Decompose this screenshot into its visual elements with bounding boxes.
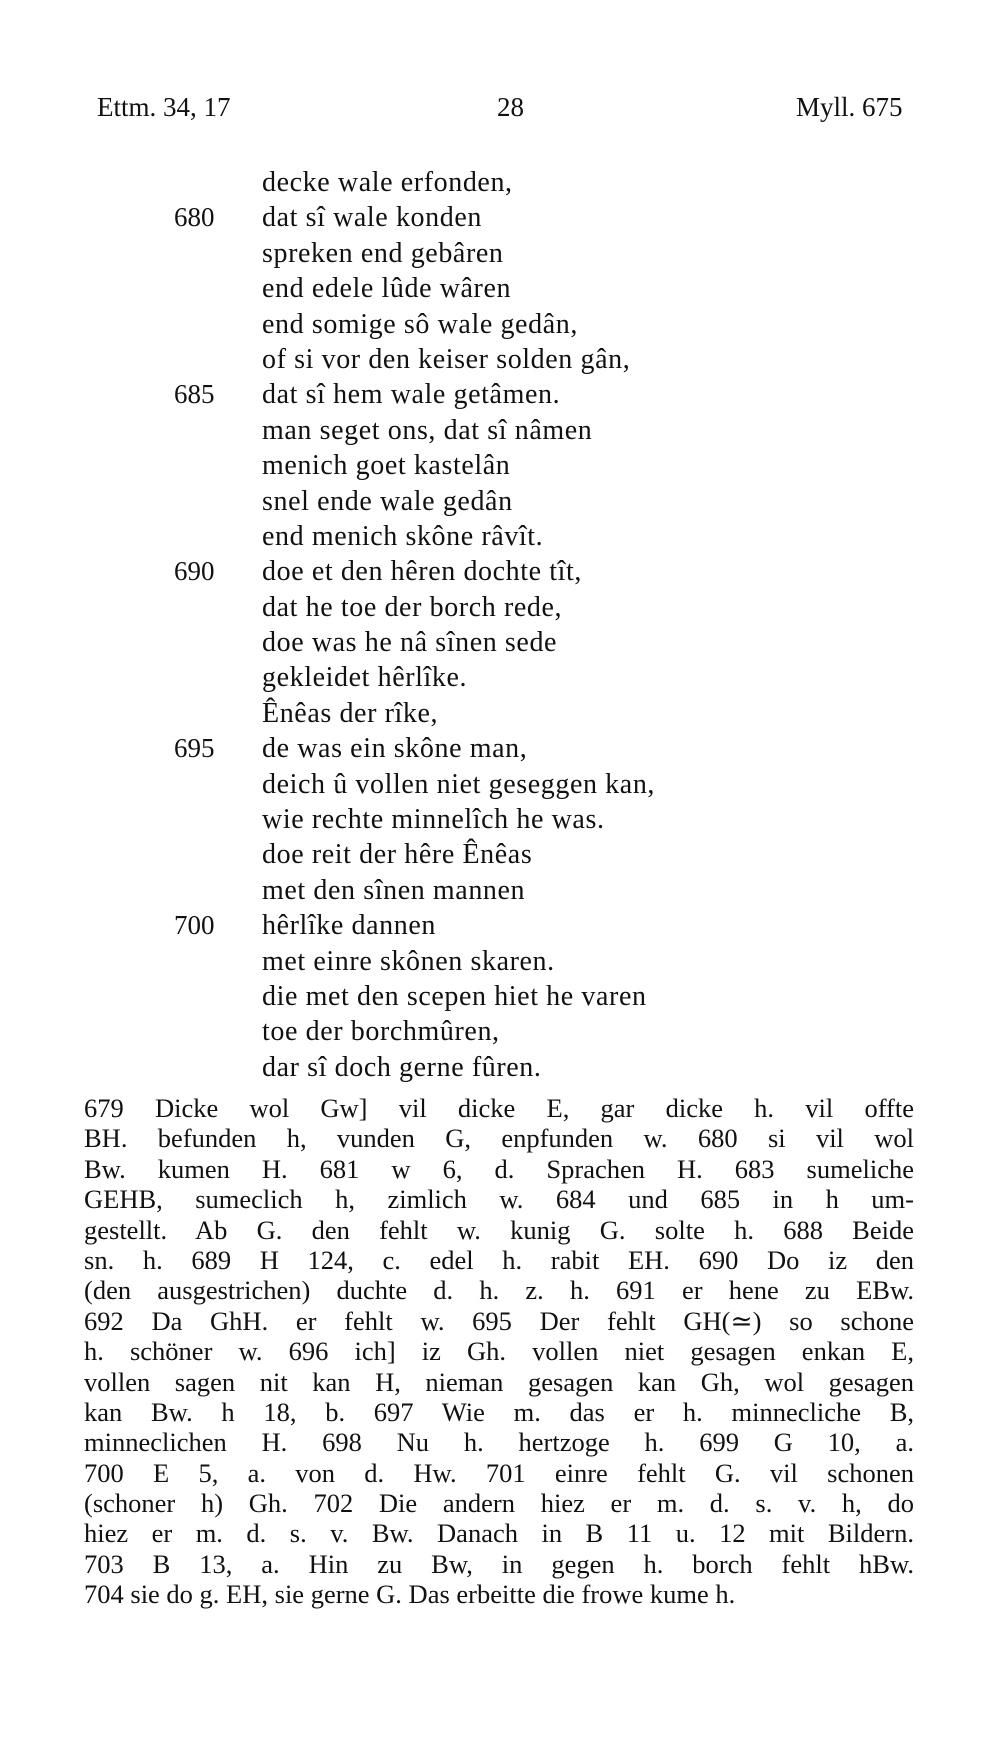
apparatus-line: (den ausgestrichen) duchte d. h. z. h. 691 er hene zu EBw.	[84, 1275, 914, 1306]
running-header	[0, 92, 1000, 132]
apparatus-line: 704 sie do g. EH, sie gerne G. Das erbeitte die frowe kume h.	[84, 1579, 736, 1610]
verse-line	[0, 731, 1000, 766]
verse-line	[0, 484, 1000, 519]
apparatus-line: 703 B 13, a. Hin zu Bw, in gegen h. borch fehlt hBw.	[84, 1548, 914, 1579]
verse-line-text: doe et den hêren dochte tît,	[262, 556, 583, 588]
verse-line	[0, 944, 1000, 979]
apparatus-line: 692 Da GhH. er fehlt w. 695 Der fehlt GH(≃) so schone	[84, 1305, 914, 1336]
verse-line	[0, 908, 1000, 943]
verse-number: 685	[174, 379, 215, 410]
verse-line	[0, 554, 1000, 589]
verse-line	[0, 519, 1000, 554]
apparatus-line: h. schöner w. 696 ich] iz Gh. vollen niet gesagen enkan E,	[84, 1336, 914, 1367]
verse-line-text: end edele lûde wâren	[262, 273, 512, 305]
verse-line	[0, 200, 1000, 235]
verse-line-text: Ênêas der rîke,	[262, 697, 439, 729]
apparatus-line: 700 E 5, a. von d. Hw. 701 einre fehlt G. vil schonen	[84, 1457, 914, 1488]
verse-line-text: dar sî doch gerne fûren.	[262, 1051, 542, 1083]
verse-line-text: end somige sô wale gedân,	[262, 308, 578, 340]
verse-text	[0, 165, 1000, 1085]
verse-line-text: hêrlîke dannen	[262, 910, 436, 942]
critical-apparatus	[84, 1093, 914, 1610]
verse-number: 695	[174, 733, 215, 764]
apparatus-line: (schoner h) Gh. 702 Die andern hiez er m. d. s. v. h, do	[84, 1488, 914, 1519]
verse-line-text: die met den scepen hiet he varen	[262, 980, 647, 1012]
verse-line	[0, 802, 1000, 837]
verse-line-text: gekleidet hêrlîke.	[262, 662, 468, 694]
verse-line	[0, 660, 1000, 695]
verse-line-text: doe was he nâ sînen sede	[262, 627, 558, 659]
apparatus-line: kan Bw. h 18, b. 697 Wie m. das er h. minnecliche B,	[84, 1396, 914, 1427]
verse-line-text: man seget ons, dat sî nâmen	[262, 414, 593, 446]
apparatus-line: minneclichen H. 698 Nu h. hertzoge h. 699 G 10, a.	[84, 1427, 914, 1458]
apparatus-line: BH. befunden h, vunden G, enpfunden w. 680 si vil wol	[84, 1123, 914, 1154]
verse-line	[0, 767, 1000, 802]
verse-line	[0, 1050, 1000, 1085]
verse-line-text: of si vor den keiser solden gân,	[262, 343, 631, 375]
verse-number: 700	[174, 910, 215, 941]
verse-line	[0, 413, 1000, 448]
verse-line-text: dat sî wale konden	[262, 202, 482, 234]
verse-line-text: spreken end gebâren	[262, 237, 504, 269]
verse-line-text: met einre skônen skaren.	[262, 945, 555, 977]
verse-line	[0, 342, 1000, 377]
verse-line-text: deich û vollen niet geseggen kan,	[262, 768, 656, 800]
verse-line	[0, 837, 1000, 872]
verse-number: 690	[174, 556, 215, 587]
verse-line	[0, 165, 1000, 200]
header-right-reference: Myll. 675	[796, 92, 903, 122]
verse-line-text: de was ein skône man,	[262, 733, 528, 765]
verse-line-text: met den sînen mannen	[262, 874, 526, 906]
verse-line	[0, 873, 1000, 908]
verse-line-text: wie rechte minnelîch he was.	[262, 804, 605, 836]
verse-line	[0, 696, 1000, 731]
apparatus-line: sn. h. 689 H 124, c. edel h. rabit EH. 690 Do iz den	[84, 1244, 914, 1275]
verse-line-text: snel ende wale gedân	[262, 485, 513, 517]
apparatus-line: GEHB, sumeclich h, zimlich w. 684 und 685 in h um-	[84, 1184, 914, 1215]
verse-line-text: doe reit der hêre Ênêas	[262, 839, 533, 871]
verse-number: 680	[174, 202, 215, 233]
verse-line-text: dat sî hem wale getâmen.	[262, 379, 561, 411]
verse-line	[0, 448, 1000, 483]
verse-line	[0, 590, 1000, 625]
verse-line	[0, 236, 1000, 271]
apparatus-line: 679 Dicke wol Gw] vil dicke E, gar dicke h. vil offte	[84, 1093, 914, 1123]
verse-line-text: dat he toe der borch rede,	[262, 591, 563, 623]
apparatus-line: gestellt. Ab G. den fehlt w. kunig G. solte h. 688 Beide	[84, 1214, 914, 1245]
verse-line	[0, 307, 1000, 342]
verse-line	[0, 625, 1000, 660]
header-left-reference: Ettm. 34, 17	[97, 92, 231, 122]
verse-line	[0, 271, 1000, 306]
verse-line-text: menich goet kastelân	[262, 450, 511, 482]
verse-line-text: end menich skône râvît.	[262, 520, 544, 552]
apparatus-line: hiez er m. d. s. v. Bw. Danach in B 11 u. 12 mit Bildern.	[84, 1518, 914, 1549]
verse-line	[0, 979, 1000, 1014]
apparatus-line: vollen sagen nit kan H, nieman gesagen kan Gh, wol gesagen	[84, 1366, 914, 1397]
verse-line	[0, 1014, 1000, 1049]
apparatus-line: Bw. kumen H. 681 w 6, d. Sprachen H. 683 sumeliche	[84, 1153, 914, 1184]
verse-line-text: toe der borchmûren,	[262, 1016, 500, 1048]
verse-line-text: decke wale erfonden,	[262, 167, 513, 198]
page-number: 28	[497, 92, 524, 122]
verse-line	[0, 377, 1000, 412]
